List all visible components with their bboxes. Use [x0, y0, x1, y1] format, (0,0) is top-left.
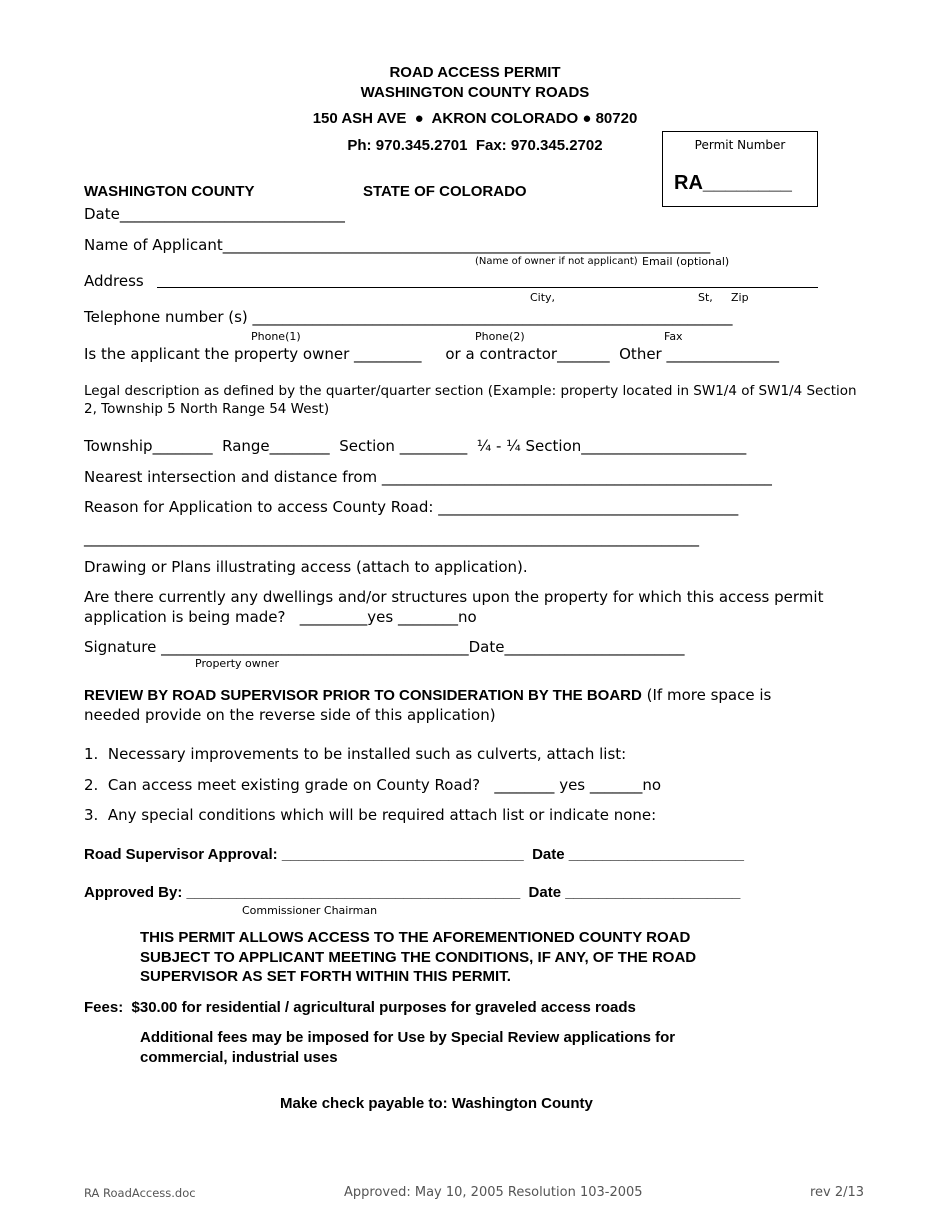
notice-line3: SUPERVISOR AS SET FORTH WITHIN THIS PERMIT. [140, 968, 511, 985]
owner-contractor-line[interactable]: Is the applicant the property owner _________ or a contractor_______ Other _______________ [84, 345, 779, 363]
supervisor-approval-label: Road Supervisor Approval [84, 846, 273, 863]
check-payable-note: Make check payable to: Washington County [280, 1095, 593, 1112]
additional-fees-line2: commercial, industrial uses [140, 1049, 338, 1066]
address-label: Address [84, 272, 144, 290]
office-address: 150 ASH AVE ● AKRON COLORADO ● 80720 [312, 110, 638, 127]
form-subtitle: WASHINGTON COUNTY ROADS [360, 84, 590, 101]
fees-line: Fees: $30.00 for residential / agricultural purposes for graveled access roads [84, 999, 636, 1016]
drawing-plans-note: Drawing or Plans illustrating access (attach to application). [84, 558, 528, 576]
notice-line2: SUBJECT TO APPLICANT MEETING THE CONDITIONS, IF ANY, OF THE ROAD [140, 949, 697, 966]
permit-number-label: Permit Number [694, 138, 786, 152]
state-label: STATE OF COLORADO [363, 183, 527, 200]
property-owner-note: Property owner [195, 657, 280, 670]
review-heading-bold: REVIEW BY ROAD SUPERVISOR PRIOR TO CONSIDERATION BY THE BOARD [84, 687, 642, 704]
review-item-1: 1. Necessary improvements to be installed such as culverts, attach list: [84, 745, 627, 763]
review-item-2[interactable]: 2. Can access meet existing grade on County Road? ________ yes _______no [84, 776, 662, 794]
permit-number-box [662, 131, 818, 207]
dwellings-question-line2[interactable]: application is being made? _________yes ________no [84, 608, 477, 626]
nearest-intersection-field[interactable]: Nearest intersection and distance from ____________________________________________________ [84, 468, 772, 486]
owner-note: (Name of owner if not applicant) [475, 256, 638, 267]
approved-by-field[interactable]: Approved By: ________________________________________ Date _____________________ [84, 884, 741, 901]
review-heading-line2: needed provide on the reverse side of this application) [84, 706, 496, 724]
reason-continuation-field[interactable]: __________________________________________________________________________________ [84, 529, 699, 547]
notice-line1: THIS PERMIT ALLOWS ACCESS TO THE AFOREMENTIONED COUNTY ROAD [140, 929, 691, 946]
telephone-field[interactable]: Telephone number (s) ________________________________________________________________ [84, 308, 733, 326]
fax-note: Fax [664, 330, 683, 343]
township-range-section-field[interactable]: Township________ Range________ Section _________ ¼ - ¼ Section______________________ [84, 437, 747, 455]
permit-number-field[interactable]: RA________ [674, 172, 792, 194]
state-note: St, [698, 291, 713, 304]
supervisor-approval-line[interactable] [84, 845, 744, 863]
county-label: WASHINGTON COUNTY [84, 183, 255, 200]
city-note: City, [530, 291, 556, 304]
review-heading [84, 686, 771, 704]
address-field[interactable] [157, 287, 818, 288]
form-title: ROAD ACCESS PERMIT [389, 64, 561, 81]
footer-approval: Approved: May 10, 2005 Resolution 103-2005 [344, 1185, 643, 1200]
phone1-note: Phone(1) [251, 330, 301, 343]
footer-revision: rev 2/13 [810, 1185, 865, 1200]
legal-description-line1: Legal description as defined by the quarter/quarter section (Example: property located in SW1/4 of SW1/4 Section [84, 383, 857, 399]
reason-field[interactable]: Reason for Application to access County Road: ________________________________________ [84, 498, 739, 516]
office-phone: Ph: 970.345.2701 Fax: 970.345.2702 [347, 137, 603, 154]
phone2-note: Phone(2) [475, 330, 525, 343]
applicant-name-field[interactable]: Name of Applicant_________________________________________________________________ [84, 236, 711, 254]
dwellings-question-line1: Are there currently any dwellings and/or structures upon the property for which this access permit [84, 588, 824, 606]
signature-field[interactable]: Signature _________________________________________Date________________________ [84, 638, 685, 656]
review-heading-note: (If more space is [641, 686, 772, 704]
legal-description-line2: 2, Township 5 North Range 54 West) [84, 401, 330, 417]
date-field[interactable]: Date______________________________ [84, 205, 345, 223]
review-item-3: 3. Any special conditions which will be required attach list or indicate none: [84, 806, 657, 824]
zip-note: Zip [731, 291, 749, 304]
footer-filename: RA RoadAccess.doc [84, 1186, 196, 1200]
supervisor-approval-field[interactable]: : _____________________________ Date _____________________ [272, 846, 744, 863]
commissioner-chairman-note: Commissioner Chairman [242, 904, 378, 917]
email-note: Email (optional) [642, 255, 730, 268]
additional-fees-line1: Additional fees may be imposed for Use by Special Review applications for [140, 1029, 676, 1046]
